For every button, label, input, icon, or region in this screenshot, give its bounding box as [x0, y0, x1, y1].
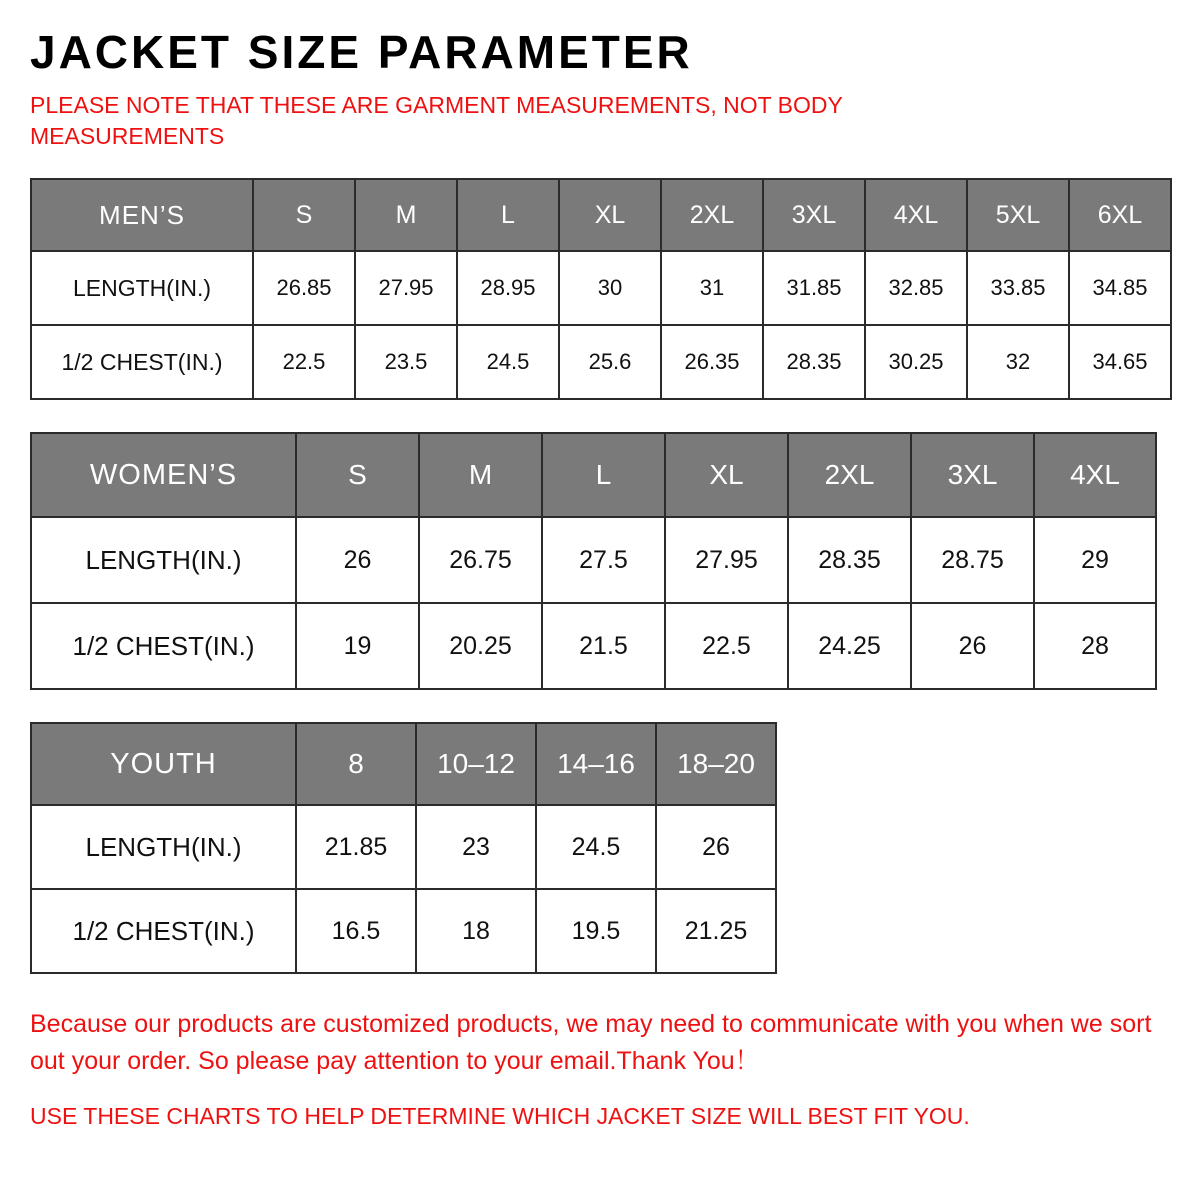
chart-usage-note: USE THESE CHARTS TO HELP DETERMINE WHICH JACKET SIZE WILL BEST FIT YOU. — [30, 1102, 970, 1129]
mens-length-s: 26.85 — [253, 251, 355, 325]
table-row — [31, 889, 776, 973]
mens-size-2xl: 2XL — [661, 179, 763, 251]
mens-chest-6xl: 34.65 — [1069, 325, 1171, 399]
womens-chest-4xl: 28 — [1034, 603, 1156, 689]
mens-chest-l: 24.5 — [457, 325, 559, 399]
mens-size-m: M — [355, 179, 457, 251]
youth-chest-10-12: 18 — [416, 889, 536, 973]
womens-length-2xl: 28.35 — [788, 517, 911, 603]
womens-chest-m: 20.25 — [419, 603, 542, 689]
youth-size-8: 8 — [296, 723, 416, 805]
mens-size-3xl: 3XL — [763, 179, 865, 251]
mens-size-s: S — [253, 179, 355, 251]
womens-chest-s: 19 — [296, 603, 419, 689]
youth-length-10-12: 23 — [416, 805, 536, 889]
womens-size-3xl: 3XL — [911, 433, 1034, 517]
mens-chest-m: 23.5 — [355, 325, 457, 399]
table-row — [31, 251, 1171, 325]
womens-length-3xl: 28.75 — [911, 517, 1034, 603]
mens-chest-3xl: 28.35 — [763, 325, 865, 399]
page-title: JACKET SIZE PARAMETER — [30, 26, 693, 78]
table-row — [31, 325, 1171, 399]
mens-length-6xl: 34.85 — [1069, 251, 1171, 325]
womens-size-4xl: 4XL — [1034, 433, 1156, 517]
womens-length-label: LENGTH(IN.) — [31, 517, 296, 603]
table-header-row — [31, 723, 776, 805]
youth-length-8: 21.85 — [296, 805, 416, 889]
youth-chest-14-16: 19.5 — [536, 889, 656, 973]
womens-size-l: L — [542, 433, 665, 517]
womens-length-xl: 27.95 — [665, 517, 788, 603]
womens-length-m: 26.75 — [419, 517, 542, 603]
mens-length-l: 28.95 — [457, 251, 559, 325]
mens-chest-s: 22.5 — [253, 325, 355, 399]
womens-length-4xl: 29 — [1034, 517, 1156, 603]
womens-length-s: 26 — [296, 517, 419, 603]
customization-note: Because our products are customized products, we may need to communicate with you when we sort out your order. So please pay attention to your email.Thank You！ — [30, 1010, 1152, 1075]
youth-size-10-12: 10–12 — [416, 723, 536, 805]
mens-length-xl: 30 — [559, 251, 661, 325]
womens-size-xl: XL — [665, 433, 788, 517]
youth-size-18-20: 18–20 — [656, 723, 776, 805]
mens-chest-2xl: 26.35 — [661, 325, 763, 399]
youth-length-14-16: 24.5 — [536, 805, 656, 889]
youth-length-label: LENGTH(IN.) — [31, 805, 296, 889]
mens-chest-xl: 25.6 — [559, 325, 661, 399]
mens-chest-4xl: 30.25 — [865, 325, 967, 399]
youth-header-label: YOUTH — [31, 723, 296, 805]
mens-chest-5xl: 32 — [967, 325, 1069, 399]
mens-size-4xl: 4XL — [865, 179, 967, 251]
youth-chest-label: 1/2 CHEST(IN.) — [31, 889, 296, 973]
womens-chest-l: 21.5 — [542, 603, 665, 689]
womens-header-label: WOMEN’S — [31, 433, 296, 517]
womens-chest-xl: 22.5 — [665, 603, 788, 689]
youth-size-14-16: 14–16 — [536, 723, 656, 805]
table-header-row — [31, 179, 1171, 251]
mens-size-l: L — [457, 179, 559, 251]
womens-chest-label: 1/2 CHEST(IN.) — [31, 603, 296, 689]
youth-length-18-20: 26 — [656, 805, 776, 889]
youth-size-table — [30, 722, 777, 974]
mens-size-5xl: 5XL — [967, 179, 1069, 251]
womens-chest-3xl: 26 — [911, 603, 1034, 689]
youth-chest-18-20: 21.25 — [656, 889, 776, 973]
womens-size-table — [30, 432, 1157, 690]
table-row — [31, 603, 1156, 689]
mens-length-5xl: 33.85 — [967, 251, 1069, 325]
table-row — [31, 517, 1156, 603]
womens-size-2xl: 2XL — [788, 433, 911, 517]
mens-length-4xl: 32.85 — [865, 251, 967, 325]
mens-length-2xl: 31 — [661, 251, 763, 325]
table-header-row — [31, 433, 1156, 517]
womens-chest-2xl: 24.25 — [788, 603, 911, 689]
mens-size-6xl: 6XL — [1069, 179, 1171, 251]
mens-chest-label: 1/2 CHEST(IN.) — [31, 325, 253, 399]
womens-size-m: M — [419, 433, 542, 517]
mens-length-m: 27.95 — [355, 251, 457, 325]
womens-size-s: S — [296, 433, 419, 517]
mens-length-3xl: 31.85 — [763, 251, 865, 325]
mens-length-label: LENGTH(IN.) — [31, 251, 253, 325]
womens-length-l: 27.5 — [542, 517, 665, 603]
mens-header-label: MEN’S — [31, 179, 253, 251]
youth-chest-8: 16.5 — [296, 889, 416, 973]
mens-size-xl: XL — [559, 179, 661, 251]
table-row — [31, 805, 776, 889]
mens-size-table — [30, 178, 1172, 400]
garment-measurement-note: PLEASE NOTE THAT THESE ARE GARMENT MEASUREMENTS, NOT BODY MEASUREMENTS — [30, 92, 843, 150]
